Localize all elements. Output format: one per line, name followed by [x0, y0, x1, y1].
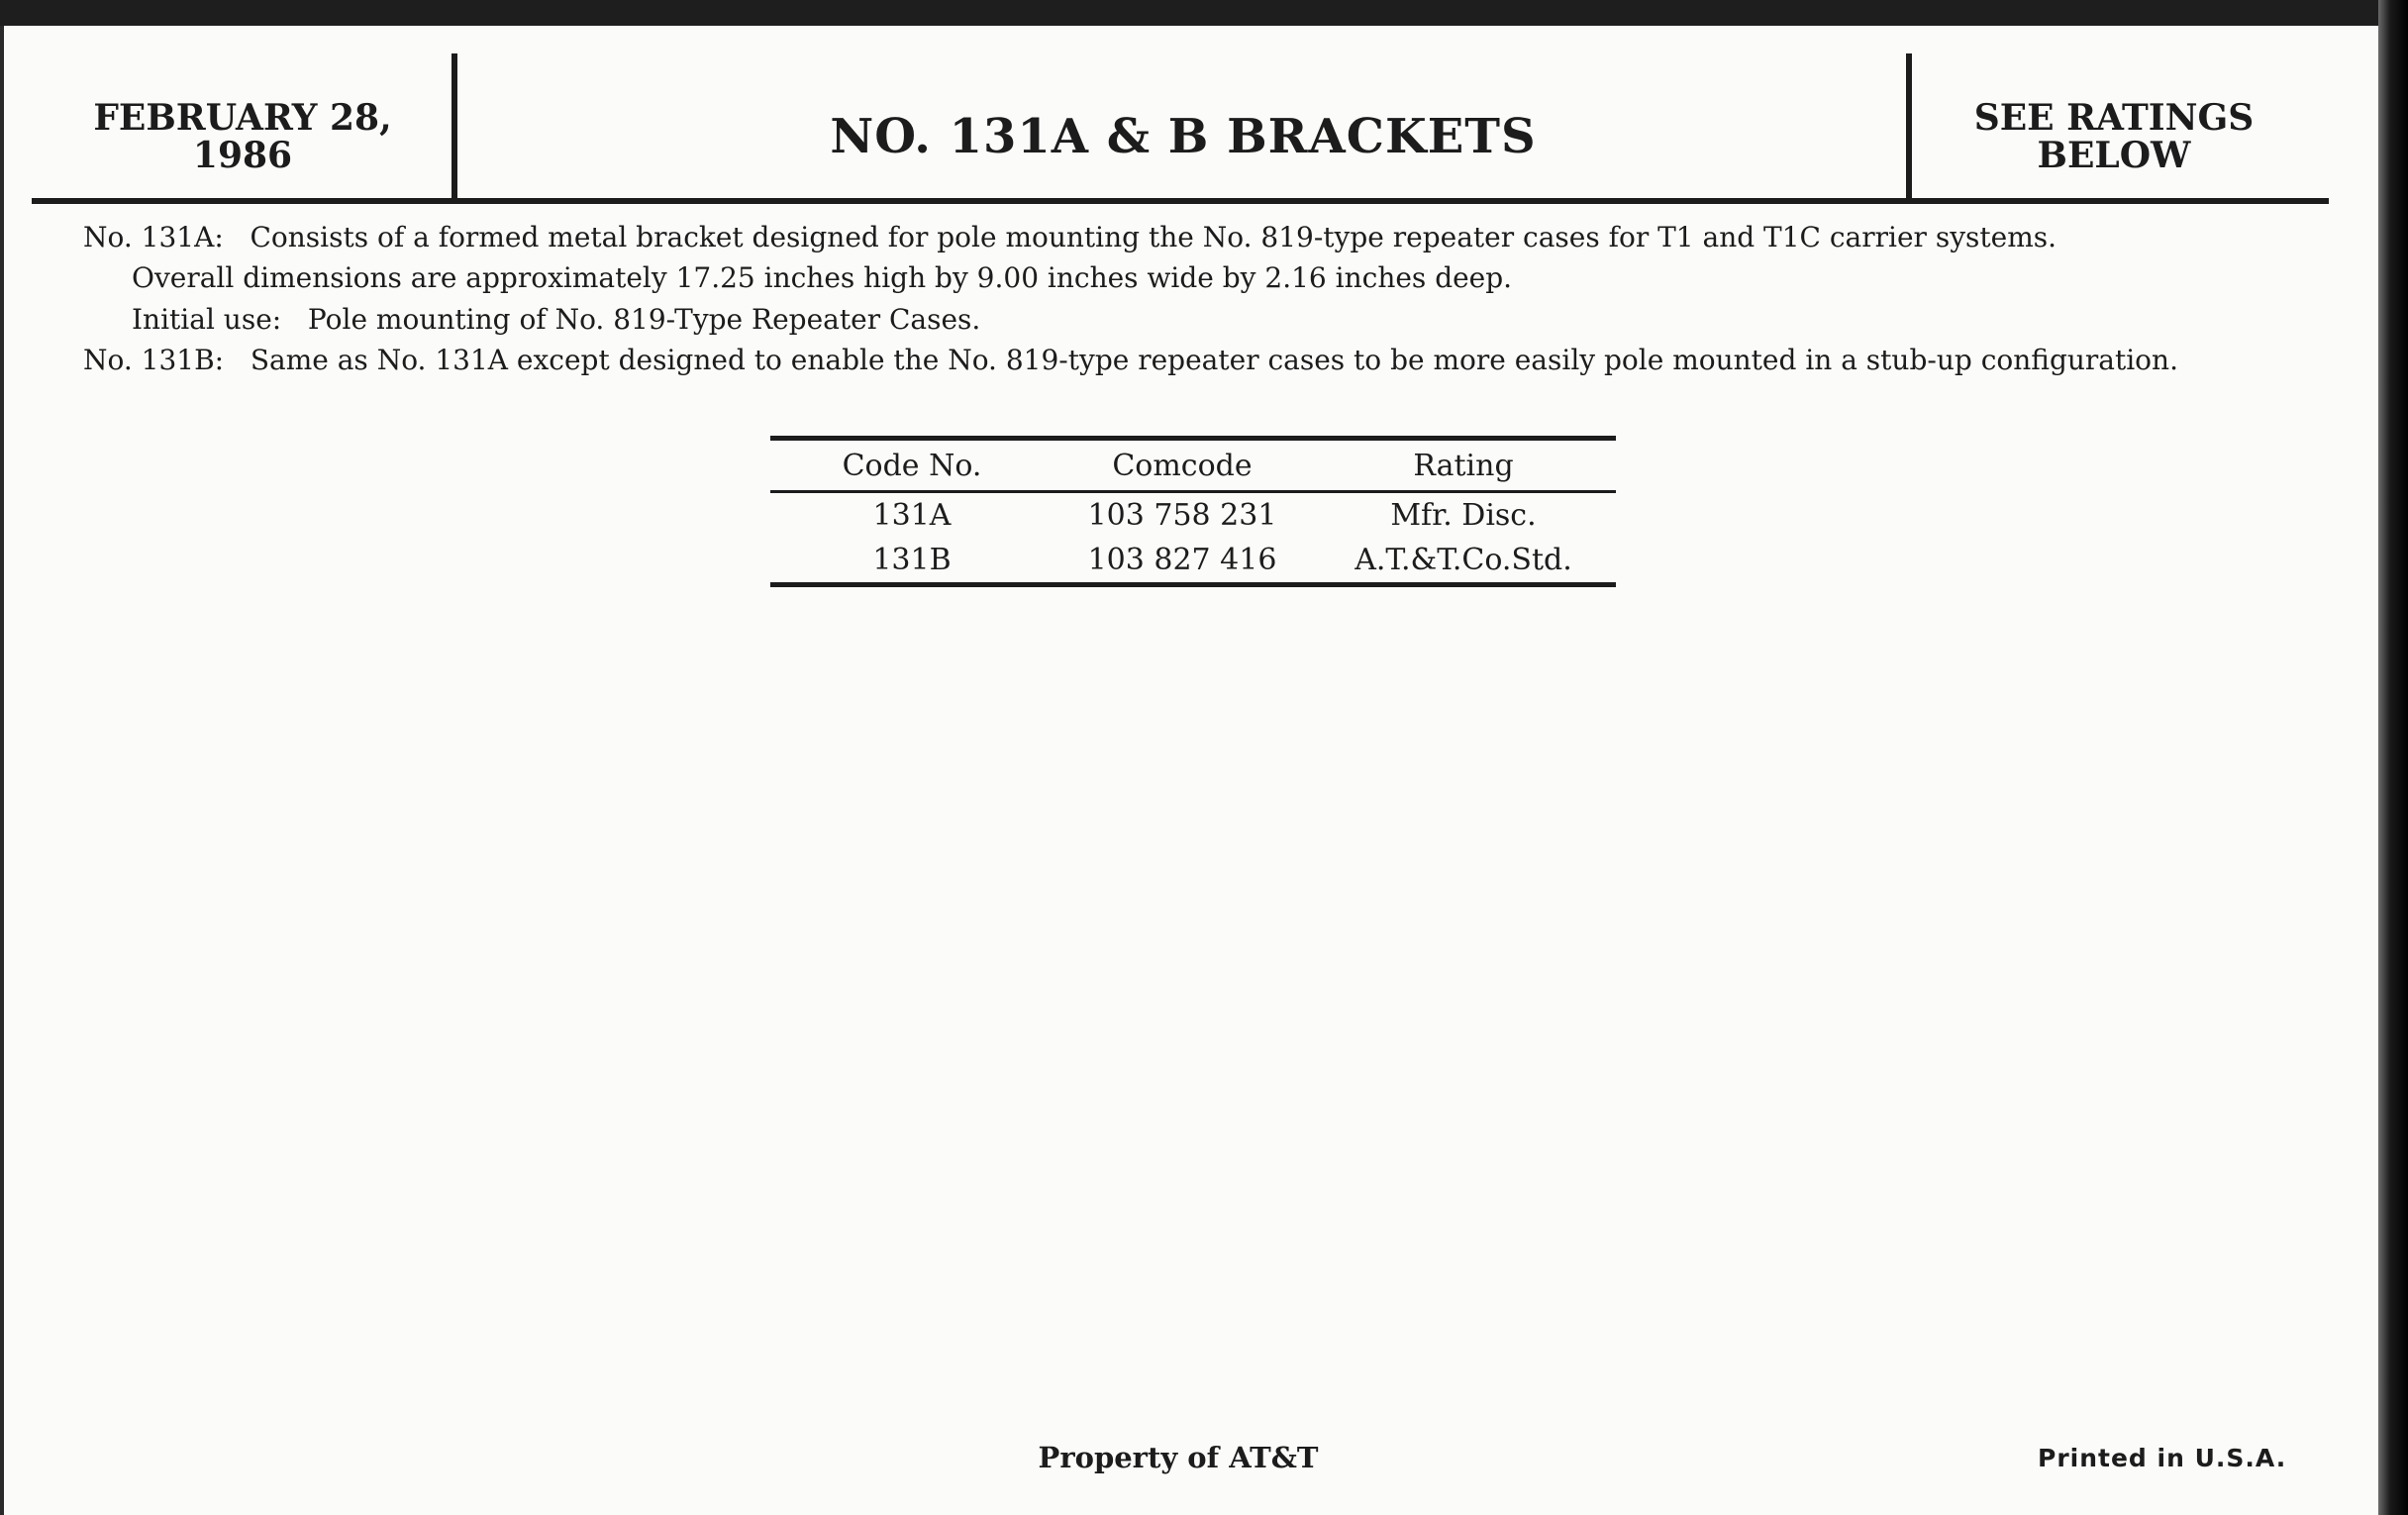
description-line-131b [83, 344, 2178, 376]
table-row [770, 538, 1616, 582]
scan-top-border [0, 0, 2408, 26]
table-header-row [770, 441, 1616, 490]
table-row [770, 493, 1616, 538]
footer-property: Property of AT&T [1038, 1441, 1319, 1474]
header-comcode: Comcode [1112, 448, 1253, 483]
label-131a: No. 131A: [83, 221, 224, 253]
text-initial-use: Pole mounting of No. 819-Type Repeater Cases. [307, 303, 981, 336]
description-line-131a [83, 221, 2057, 253]
label-initial-use: Initial use: [132, 303, 282, 336]
cell-rating: Mfr. Disc. [1390, 498, 1537, 533]
cell-code-no: 131B [872, 543, 952, 577]
cell-code-no: 131A [872, 498, 952, 533]
cell-comcode: 103 758 231 [1087, 498, 1277, 533]
header-code-no: Code No. [842, 448, 982, 483]
header-underline [32, 198, 2329, 204]
description-initial-use [132, 303, 980, 336]
cell-rating: A.T.&T.Co.Std. [1354, 543, 1572, 577]
ratings-table [770, 436, 1616, 587]
table-bottom-rule [770, 582, 1616, 587]
text-131a: Consists of a formed metal bracket designed for pole mounting the No. 819-type repeater cases for T1 and T1C carrier systems. [250, 221, 2057, 253]
cell-comcode: 103 827 416 [1087, 543, 1277, 577]
label-131b: No. 131B: [83, 344, 225, 376]
document-title: NO. 131A & B BRACKETS [830, 109, 1537, 164]
header-rating-note: SEE RATINGS BELOW [1973, 97, 2255, 176]
header-divider-right [1906, 53, 1912, 202]
text-131b: Same as No. 131A except designed to enable the No. 819-type repeater cases to be more easily pole mounted in a stub-up configuration. [250, 344, 2178, 376]
header-rating: Rating [1413, 448, 1514, 483]
description-dimensions: Overall dimensions are approximately 17.25 inches high by 9.00 inches wide by 2.16 inches deep. [132, 261, 1513, 294]
header-date: FEBRUARY 28, 1986 [93, 97, 392, 176]
scan-right-border [2378, 0, 2408, 1515]
footer-printed: Printed in U.S.A. [2038, 1444, 2287, 1472]
